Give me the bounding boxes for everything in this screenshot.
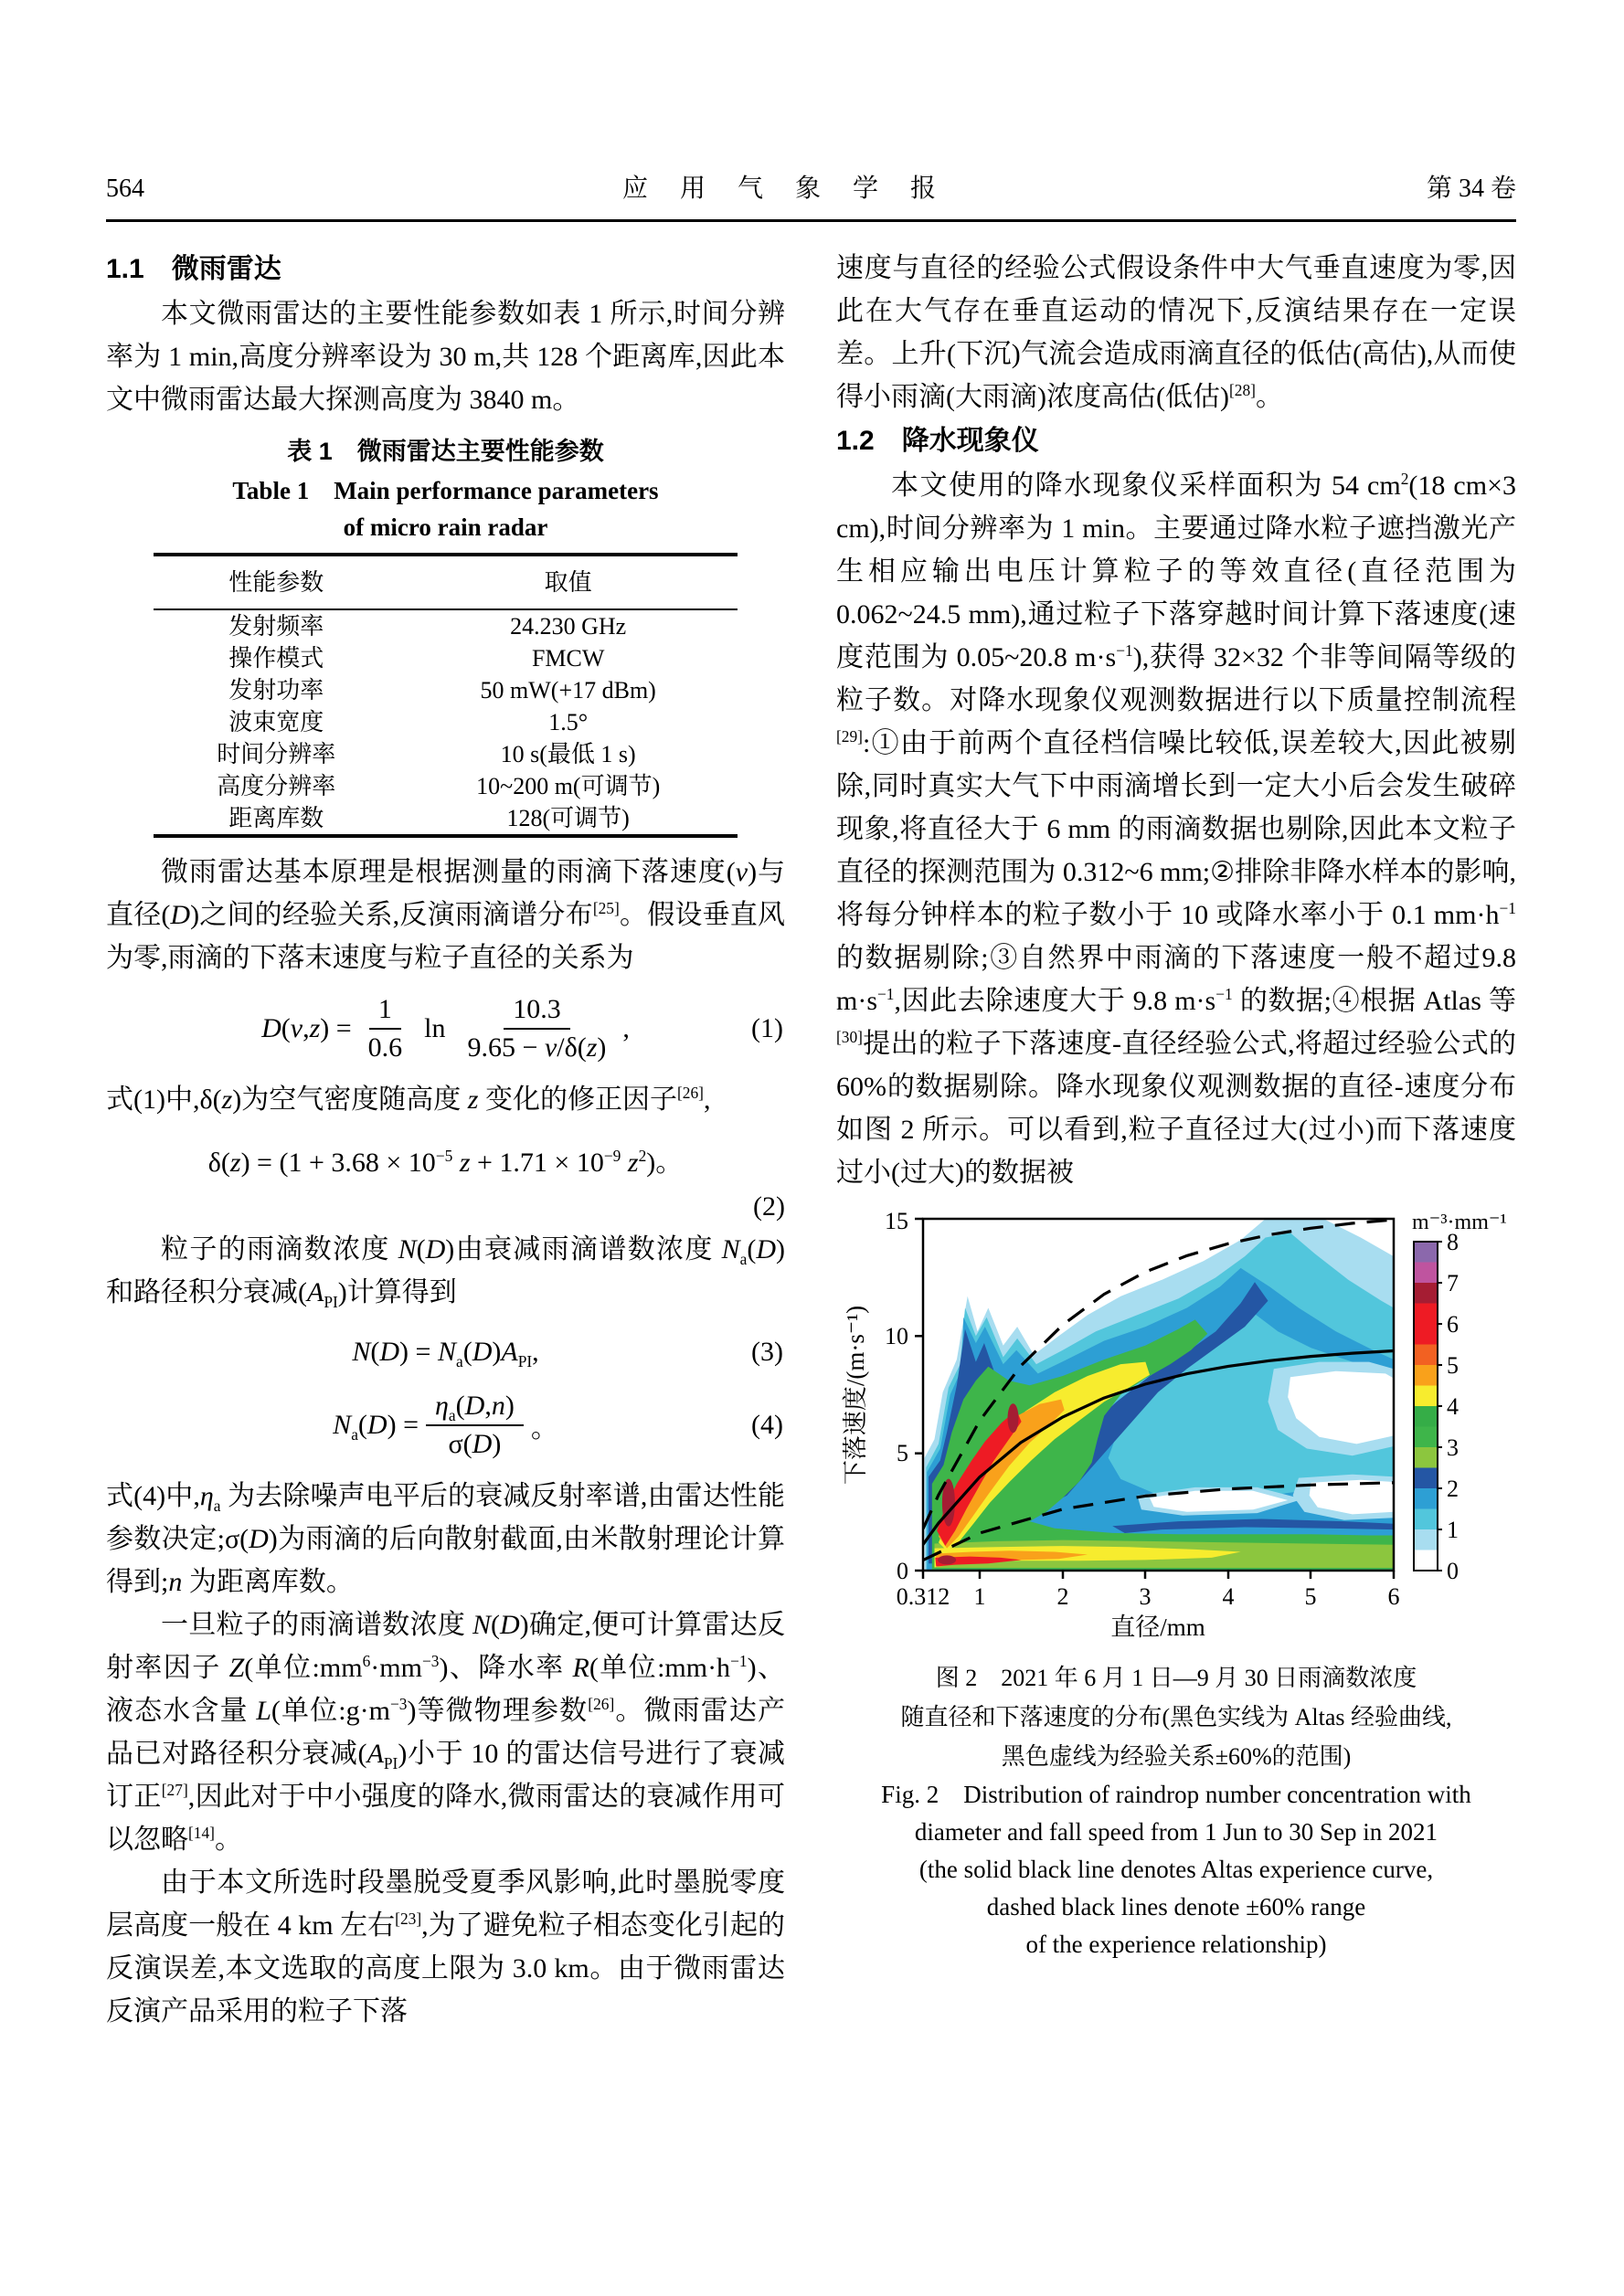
table-1-caption-en-line2: of micro rain radar — [343, 513, 548, 541]
svg-text:0: 0 — [897, 1558, 908, 1584]
eq4-tail: 。 — [530, 1413, 558, 1444]
cell-value: FMCW — [531, 645, 605, 672]
svg-text:4: 4 — [1222, 1583, 1235, 1610]
table-1-block — [154, 430, 738, 838]
figure-2-caption-en-line2: diameter and fall speed from 1 Jun to 30 Sep in 2021 — [914, 1818, 1438, 1846]
eq3-number: (3) — [751, 1337, 783, 1367]
section-heading-1-2: 1.2 降水现象仪 — [836, 426, 1039, 456]
svg-text:8: 8 — [1447, 1229, 1459, 1255]
svg-text:5: 5 — [1304, 1583, 1317, 1610]
cell-value: 50 mW(+17 dBm) — [480, 677, 656, 704]
cell-param: 时间分辨率 — [217, 741, 336, 767]
svg-text:1: 1 — [1447, 1517, 1459, 1543]
journal-title: 应 用 气 象 学 报 — [621, 175, 949, 203]
table-1-caption-zh: 表 1 微雨雷达主要性能参数 — [287, 438, 604, 465]
paragraph-disdrometer: 本文使用的降水现象仪采样面积为 54 $cm^2(18$ cm×3 cm),时间分辨率为 1 min。主要通过降水粒子遮挡激光产生相应输出电压计算粒子的等效直径(直径范围为 0.062~24.5 mm),通过粒子下落穿越时间计算下落速度(速度范围为 0.05~20.8 $m\cdot s^{-1}$),获得 32×32 个非等间隔等级的粒子数。对降水现象仪观测数据进行以下质量控制流程[29]:①由于前两个直径档信噪比较低,误差较大,因此被剔除,同时真实大气下中雨滴增长到一定大小后会发生破碎现象,将直径大于 6 mm 的雨滴数据也剔除,因此本文粒子直径的探测范围为 0.312~6 mm;②排除非降水样本的影响,将每分钟样本的粒子数小于 10 或降水率小于 0.1 $mm\cdot h^{-1}$ 的数据剔除;③自然界中雨滴的下落速度一般不超过9.8 $m\cdot s^{-1}$,因此去除速度大于 9.8 $m\cdot s^{-1}$ 的数据;④根据 Atlas 等[30]提出的粒子下落速度-直径经验公式,将超过经验公式的 60%的数据剔除。降水现象仪观测数据的直径-速度分布如图 2 所示。可以看到,粒子直径过大(过小)而下落速度过小(过大)的数据被 — [836, 470, 1516, 1188]
eq4-lhs: $N_a(D)$ = — [333, 1410, 419, 1444]
svg-text:3: 3 — [1139, 1583, 1152, 1610]
table-1-grid — [154, 553, 738, 838]
svg-text:2: 2 — [1056, 1583, 1069, 1610]
eq1-fraction-2: $\frac{10.3}{9.65 - v/\delta(z)}$ — [467, 994, 607, 1063]
figure-2-caption-en-line4: dashed black lines denote ±60% range — [986, 1893, 1366, 1920]
svg-text:7: 7 — [1447, 1270, 1459, 1296]
paragraph-eq1-note: 式(1)中,δ(z)为空气密度随高度 z 变化的修正因子[26], — [106, 1084, 711, 1115]
x-tick-labels — [897, 1583, 1400, 1610]
cell-param: 高度分辨率 — [217, 773, 336, 799]
header-divider — [106, 219, 1516, 222]
colorbar-title: m⁻³·mm⁻¹ — [1412, 1211, 1507, 1234]
figure-2-caption-zh-line3: 黑色虚线为经验关系±60%的范围) — [1001, 1743, 1352, 1770]
paragraph-mrr-params: 本文微雨雷达的主要性能参数如表 1 所示,时间分辨率为 1 min,高度分辨率设为 30 m,共 128 个距离库,因此本文中微雨雷达最大探测高度为 3840 m。 — [106, 299, 785, 415]
svg-text:1: 1 — [973, 1583, 986, 1610]
eq1-operator: ln — [424, 1013, 446, 1043]
paragraph-motuo: 由于本文所选时段墨脱受夏季风影响,此时墨脱零度层高度一般在 4 km 左右[23],为了避免粒子相态变化引起的反演误差,本文选取的高度上限为 3.0 km。由于微雨雷达反演产品采用的粒子下落 — [106, 1867, 786, 2026]
page-header — [106, 168, 1516, 205]
figure-2-plot — [836, 1205, 1516, 1642]
paragraph-z-r-l: 一旦粒子的雨滴谱数浓度 N(D)确定,便可计算雷达反射率因子 Z(单位$:mm^6\cdot mm^{-3}$)、降水率 R(单位$:mm\cdot h^{-1}$)、液态水含量 L(单位$:g\cdot m^{-3}$)等微物理参数[26]。微雨雷达产品已对路径积分衰减$(A_{PI})$小于 10 的雷达信号进行了衰减订正[27],因此对于中小强度的降水,微雨雷达的衰减作用可以忽略[14]。 — [106, 1610, 786, 1855]
figure-2-caption-zh-line1: 图 2 2021 年 6 月 1 日—9 月 30 日雨滴数浓度 — [935, 1665, 1417, 1691]
paragraph-nd: 粒子的雨滴数浓度 N(D)由衰减雨滴谱数浓度 $N_a(D)$和路径积分衰减$(A_{PI})$计算得到 — [106, 1234, 785, 1311]
svg-text:3: 3 — [1447, 1434, 1459, 1461]
eq4-number: (4) — [751, 1410, 783, 1440]
y-axis-ticks — [915, 1219, 923, 1571]
svg-text:10: 10 — [885, 1323, 908, 1349]
left-column — [106, 247, 785, 2033]
cell-value: 24.230 GHz — [510, 613, 627, 640]
svg-text:0.312: 0.312 — [896, 1583, 950, 1610]
svg-text:6: 6 — [1387, 1583, 1400, 1610]
svg-text:4: 4 — [1447, 1393, 1459, 1420]
figure-2-caption-en-line5: of the experience relationship) — [1025, 1931, 1327, 1958]
table-1-caption-en-line1: Table 1 Main performance parameters — [232, 477, 659, 504]
eq2-number: (2) — [753, 1191, 785, 1222]
table-row — [154, 609, 738, 642]
eq1-tail: , — [622, 1013, 630, 1043]
colorbar — [1412, 1211, 1507, 1584]
col-header-parameter: 性能参数 — [154, 555, 398, 609]
eq1-lhs: D(v,z) = — [261, 1013, 352, 1043]
cell-value: 10~200 m(可调节) — [476, 773, 661, 799]
two-column-body — [106, 247, 1516, 2033]
svg-text:6: 6 — [1447, 1311, 1459, 1338]
x-axis-ticks — [923, 1571, 1394, 1579]
volume-label: 第 34 卷 — [1426, 175, 1516, 203]
cell-param: 发射频率 — [228, 613, 324, 640]
y-tick-labels — [885, 1208, 908, 1584]
figure-2-caption-en-line1: Fig. 2 Distribution of raindrop number concentration with — [881, 1781, 1471, 1808]
table-row — [154, 738, 738, 770]
figure-2-caption-en-line3: (the solid black line denotes Altas experience curve, — [918, 1856, 1434, 1883]
page-number: 564 — [106, 175, 144, 203]
y-axis-title: 下落速度/(m·s⁻¹) — [842, 1305, 869, 1486]
contour-field — [923, 1219, 1394, 1571]
table-header-row — [154, 555, 738, 609]
table-row — [154, 642, 738, 674]
cell-value: 128(可调节) — [506, 805, 630, 831]
svg-text:5: 5 — [897, 1440, 908, 1466]
cell-param: 波束宽度 — [228, 709, 324, 735]
right-column — [836, 247, 1516, 2033]
equation-3 — [106, 1328, 785, 1376]
table-row — [154, 706, 738, 738]
equation-1 — [106, 994, 785, 1063]
colorbar-tick-labels — [1447, 1229, 1459, 1584]
col-header-value: 取值 — [398, 555, 738, 609]
cell-param: 操作模式 — [228, 645, 324, 672]
svg-text:15: 15 — [885, 1208, 908, 1234]
equation-2 — [106, 1136, 785, 1183]
figure-2 — [836, 1205, 1516, 1655]
cell-value: 10 s(最低 1 s) — [500, 741, 636, 767]
svg-text:0: 0 — [1447, 1558, 1459, 1584]
eq4-fraction: $\frac{\eta_a(D,n)}{\sigma(D)}$ — [426, 1391, 524, 1460]
svg-text:2: 2 — [1447, 1476, 1459, 1502]
paragraph-vertical-velocity: 速度与直径的经验公式假设条件中大气垂直速度为零,因此在大气存在垂直运动的情况下,反演结果存在一定误差。上升(下沉)气流会造成雨滴直径的低估(高估),从而使得小雨滴(大雨滴)浓度高估(低估)[28]。 — [836, 253, 1516, 412]
cell-value: 1.5° — [548, 709, 589, 735]
figure-2-caption-zh-line2: 随直径和下落速度的分布(黑色实线为 Altas 经验曲线, — [900, 1704, 1452, 1730]
table-row — [154, 770, 738, 802]
paragraph-mrr-principle: 微雨雷达基本原理是根据测量的雨滴下落速度(v)与直径(D)之间的经验关系,反演雨滴谱分布[25]。假设垂直风为零,雨滴的下落末速度与粒子直径的关系为 — [106, 857, 786, 973]
eq1-fraction-1: $\frac{1}{0.6}$ — [367, 994, 403, 1063]
equation-4 — [106, 1391, 785, 1460]
eq1-number: (1) — [751, 1013, 783, 1043]
table-row — [154, 802, 738, 836]
svg-text:5: 5 — [1447, 1352, 1459, 1379]
table-row — [154, 674, 738, 706]
paragraph-eq4-note: 式(4)中$,\eta_a$ 为去除噪声电平后的衰减反射率谱,由雷达性能参数决定;σ(D)为雨滴的后向散射截面,由米散射理论计算得到;n 为距离库数。 — [106, 1481, 785, 1597]
eq3-body: $N(D) = N_a(D)A_{PI}$, — [352, 1337, 539, 1370]
cell-param: 距离库数 — [228, 805, 324, 831]
cell-param: 发射功率 — [228, 677, 324, 704]
x-axis-title: 直径/mm — [1110, 1614, 1205, 1641]
eq2-body: $\delta(z) = (1 + 3.68 \times 10^{-5}$ $z + 1.71 \times 10^{-9}$ $z^2$)。 — [207, 1147, 684, 1178]
section-heading-1-1: 1.1 微雨雷达 — [106, 254, 281, 284]
